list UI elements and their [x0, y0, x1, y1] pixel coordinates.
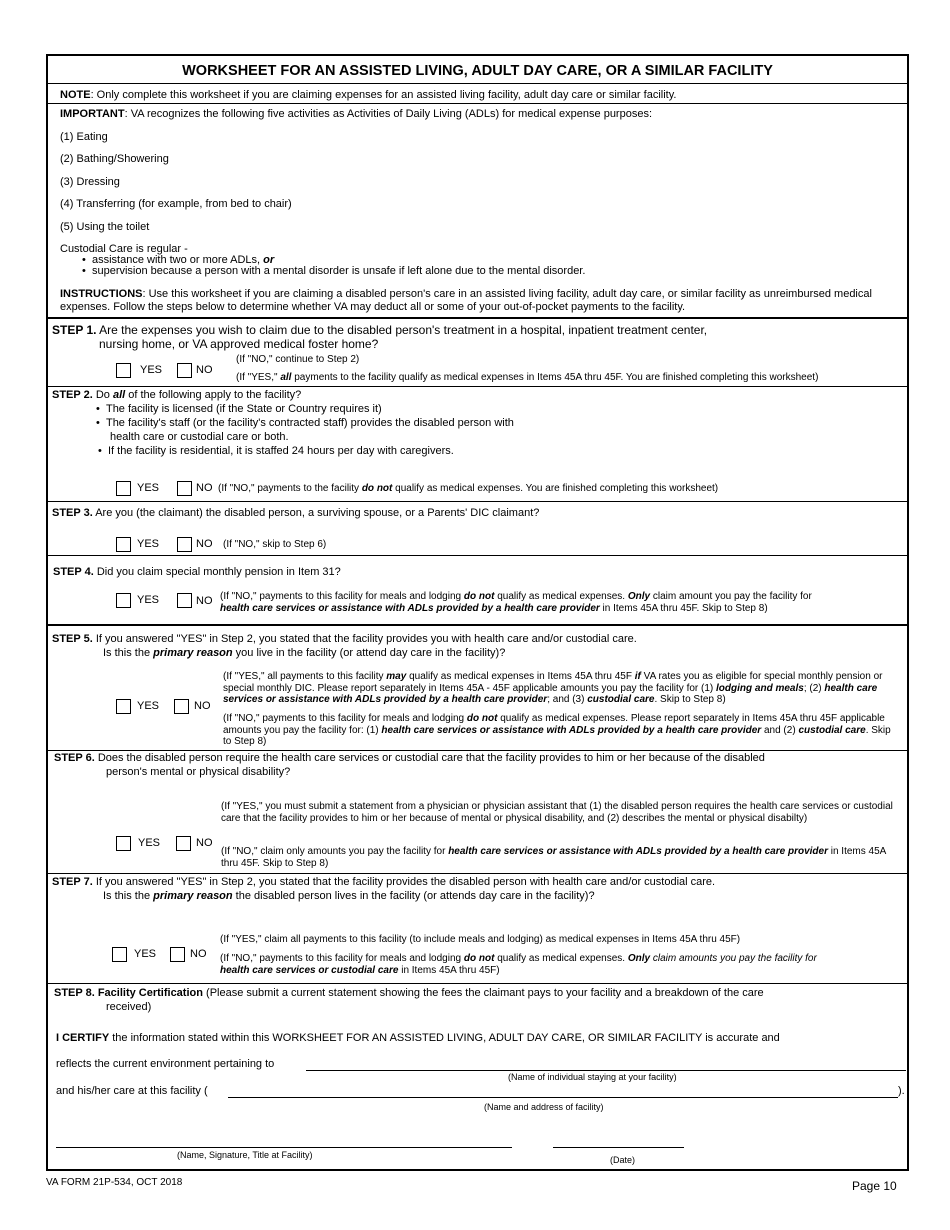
- step6-if-yes: (If "YES," you must submit a statement from a physician or physician assistant that (1) the disabled person requires the health care services or custodial care that the facility provides to him or her because of mental or physical disability, and (2) describes the mental or physical disabilty): [221, 801, 893, 824]
- page-number: Page 10: [852, 1179, 897, 1193]
- no-label: NO: [196, 595, 213, 607]
- step5-yes-checkbox[interactable]: [116, 699, 131, 714]
- step7-no-checkbox[interactable]: [170, 947, 185, 962]
- step4-yes-checkbox[interactable]: [116, 593, 131, 608]
- care-label: and his/her care at this facility (: [56, 1085, 208, 1097]
- divider: [48, 983, 907, 984]
- facility-name-field[interactable]: [228, 1097, 898, 1098]
- adl-item: (3) Dressing: [60, 176, 120, 188]
- step1-yes-checkbox[interactable]: [116, 363, 131, 378]
- yes-label: YES: [137, 700, 160, 712]
- yes-label: YES: [134, 948, 157, 960]
- step5-if-no: (If "NO," payments to this facility for meals and lodging do not qualify as medical expenses. Please report separately in Items 45A thru 45F applicable amounts you pay the facility for: (1) health care services or assistance with ADLs provided by a health care provider and (2) custodial care. Skip to Step 8): [223, 713, 891, 747]
- no-label: NO: [190, 948, 207, 960]
- divider: [48, 386, 907, 387]
- custodial-intro: Custodial Care is regular -: [60, 243, 188, 255]
- step3-yes-checkbox[interactable]: [116, 537, 131, 552]
- divider: [48, 555, 907, 556]
- step4-if-no: (If "NO," payments to this facility for meals and lodging do not qualify as medical expenses. Only claim amount you pay the facility for health care services or assistance with ADLs provided by a health care provider in Items 45A thru 45F. Skip to Step 8): [220, 591, 812, 614]
- facility-caption: (Name and address of facility): [484, 1102, 604, 1112]
- step6-question-cont: person's mental or physical disability?: [106, 766, 291, 778]
- step8-heading-cont: received): [106, 1001, 152, 1013]
- step3-question: STEP 3. Are you (the claimant) the disabled person, a surviving spouse, or a Parents' DIC claimant?: [52, 507, 540, 519]
- important-text: IMPORTANT: VA recognizes the following five activities as Activities of Daily Living (ADLs) for medical expense purposes:: [60, 108, 653, 120]
- step7-yes-checkbox[interactable]: [112, 947, 127, 962]
- note-text: NOTE: Only complete this worksheet if you are claiming expenses for an assisted living facility, adult day care or similar facility.: [60, 89, 677, 101]
- step2-bullet-cont: health care or custodial care or both.: [110, 431, 289, 443]
- divider: [48, 873, 907, 874]
- yes-label: YES: [137, 538, 160, 550]
- step6-yes-checkbox[interactable]: [116, 836, 131, 851]
- no-label: NO: [196, 364, 213, 376]
- step5-question: STEP 5. If you answered "YES" in Step 2, you stated that the facility provides you with health care and/or custodial care.: [52, 633, 637, 645]
- step7-if-no: (If "NO," payments to this facility for meals and lodging do not qualify as medical expenses. Only claim amounts you pay the facility for health care services or custodial care in Items 45A thru 45F): [220, 953, 817, 976]
- step1-question: STEP 1. Are the expenses you wish to claim due to the disabled person's treatment in a hospital, inpatient treatment center,: [52, 323, 708, 337]
- certify-statement: I CERTIFY the information stated within this WORKSHEET FOR AN ASSISTED LIVING, ADULT DAY CARE, OR SIMILAR FACILITY is accurate and: [56, 1032, 780, 1044]
- adl-item: (4) Transferring (for example, from bed to chair): [60, 198, 292, 210]
- no-label: NO: [196, 837, 213, 849]
- care-label-close: ).: [898, 1085, 905, 1097]
- step1-if-no: (If "NO," continue to Step 2): [236, 354, 360, 365]
- adl-item: (5) Using the toilet: [60, 221, 150, 233]
- step3-no-checkbox[interactable]: [177, 537, 192, 552]
- date-field[interactable]: [553, 1147, 684, 1148]
- step1-question-cont: nursing home, or VA approved medical foster home?: [99, 337, 379, 351]
- yes-label: YES: [137, 594, 160, 606]
- step4-question: STEP 4. Did you claim special monthly pension in Item 31?: [53, 566, 341, 578]
- signature-field[interactable]: [56, 1147, 512, 1148]
- signature-caption: (Name, Signature, Title at Facility): [177, 1150, 313, 1160]
- step5-if-yes: (If "YES," all payments to this facility may qualify as medical expenses in Items 45A thru 45F if VA rates you as eligible for special monthly pension or special monthly DIC. Please report separately in Items 45A - 45F applicable amounts you pay the facility for (1) lodging and meals; (2) health care services or assistance with ADLs provided by a health care provider; and (3) custodial care. Skip to Step 8): [223, 671, 883, 705]
- individual-name-field[interactable]: [306, 1070, 906, 1071]
- step8-heading: STEP 8. Facility Certification (Please submit a current statement showing the fees the claimant pays to your facility and a breakdown of the care: [54, 987, 764, 999]
- custodial-bullet: • assistance with two or more ADLs, or: [82, 254, 275, 266]
- yes-label: YES: [140, 364, 163, 376]
- no-label: NO: [194, 700, 211, 712]
- step3-if-no: (If "NO," skip to Step 6): [223, 539, 327, 550]
- step2-if-no: (If "NO," payments to the facility do not qualify as medical expenses. You are finished completing this worksheet): [218, 483, 719, 494]
- step2-bullet: • The facility's staff (or the facility's contracted staff) provides the disabled person with: [96, 417, 514, 429]
- step7-if-yes: (If "YES," claim all payments to this facility (to include meals and lodging) as medical expenses in Items 45A thru 45F): [220, 934, 741, 945]
- form-number: VA FORM 21P-534, OCT 2018: [46, 1177, 183, 1188]
- step6-if-no: (If "NO," claim only amounts you pay the facility for health care services or assistance with ADLs provided by a health care provider in Items 45A thru 45F. Skip to Step 8): [221, 846, 886, 869]
- reflects-label: reflects the current environment pertaining to: [56, 1058, 275, 1070]
- step2-yes-checkbox[interactable]: [116, 481, 131, 496]
- step7-question: STEP 7. If you answered "YES" in Step 2, you stated that the facility provides the disabled person with health care and/or custodial care.: [52, 876, 716, 888]
- date-caption: (Date): [610, 1155, 636, 1165]
- divider: [48, 501, 907, 502]
- step6-no-checkbox[interactable]: [176, 836, 191, 851]
- divider: [48, 750, 907, 751]
- no-label: NO: [196, 538, 213, 550]
- step1-if-yes: (If "YES," all payments to the facility qualify as medical expenses in Items 45A thru 45F. You are finished completing this worksheet): [236, 372, 819, 383]
- divider: [48, 624, 907, 626]
- step5-no-checkbox[interactable]: [174, 699, 189, 714]
- adl-item: (2) Bathing/Showering: [60, 153, 169, 165]
- step2-bullet: • If the facility is residential, it is staffed 24 hours per day with caregivers.: [98, 445, 454, 457]
- divider: [48, 103, 907, 104]
- individual-name-caption: (Name of individual staying at your facility): [508, 1072, 677, 1082]
- no-label: NO: [196, 482, 213, 494]
- step7-question-cont: Is this the primary reason the disabled person lives in the facility (or attends day care in the facility)?: [103, 890, 595, 902]
- worksheet-form: [46, 54, 909, 1171]
- yes-label: YES: [137, 482, 160, 494]
- step2-bullet: • The facility is licensed (if the State or Country requires it): [96, 403, 382, 415]
- adl-item: (1) Eating: [60, 131, 108, 143]
- step2-question: STEP 2. Do all of the following apply to the facility?: [52, 389, 302, 401]
- worksheet-title: WORKSHEET FOR AN ASSISTED LIVING, ADULT DAY CARE, OR A SIMILAR FACILITY: [48, 56, 907, 84]
- step6-question: STEP 6. Does the disabled person require the health care services or custodial care that the facility provides to him or her because of the disabled: [54, 752, 765, 764]
- step2-no-checkbox[interactable]: [177, 481, 192, 496]
- step5-question-cont: Is this the primary reason you live in the facility (or attend day care in the facility)?: [103, 647, 506, 659]
- yes-label: YES: [138, 837, 161, 849]
- step4-no-checkbox[interactable]: [177, 593, 192, 608]
- custodial-bullet: • supervision because a person with a mental disorder is unsafe if left alone due to the mental disorder.: [82, 265, 586, 277]
- instructions-text: INSTRUCTIONS: Use this worksheet if you are claiming a disabled person's care in an assisted living facility, adult day care, or similar facility as unreimbursed medical expenses. Follow the steps below to determine whether VA may deduct all or some of your out-of-pocket payments to the facility.: [60, 288, 872, 313]
- divider: [48, 317, 907, 319]
- step1-no-checkbox[interactable]: [177, 363, 192, 378]
